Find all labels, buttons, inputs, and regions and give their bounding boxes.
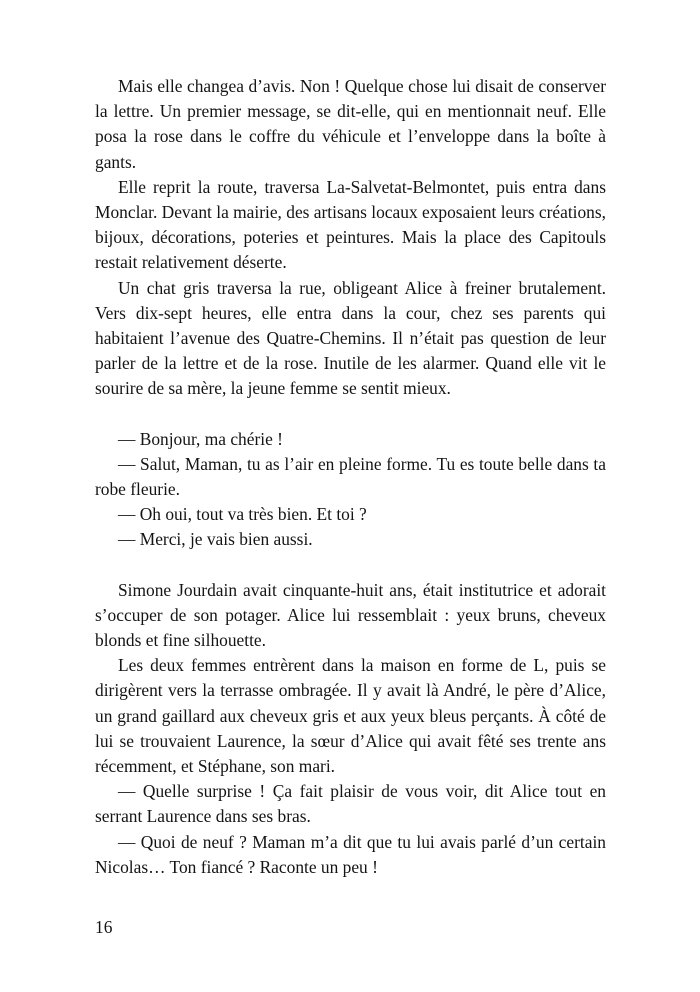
section-gap bbox=[95, 553, 606, 578]
paragraph: Elle reprit la route, traversa La-Salvetat-Belmontet, puis entra dans Monclar. Devant la mairie, des artisans locaux exposaient leurs créations, bijoux, décorations, poteries et peintures. Mais la place des Capitouls restait relativement déserte. bbox=[95, 176, 606, 273]
dialogue-line: — Quelle surprise ! Ça fait plaisir de vous voir, dit Alice tout en serrant Laurence dans ses bras. bbox=[95, 781, 606, 827]
narrative-block-1 bbox=[95, 74, 606, 402]
paragraph: Simone Jourdain avait cinquante-huit ans, était institutrice et adorait s’occuper de son potager. Alice lui ressemblait : yeux bruns, cheveux blonds et fine silhouette. bbox=[95, 579, 606, 651]
dialogue-block bbox=[95, 427, 606, 553]
dialogue-line: — Merci, je vais bien aussi. bbox=[118, 529, 313, 550]
dialogue-line: — Salut, Maman, tu as l’air en pleine forme. Tu es toute belle dans ta robe fleurie. bbox=[95, 453, 606, 500]
dialogue-line: — Bonjour, ma chérie ! bbox=[118, 428, 283, 449]
dialogue-line: — Oh oui, tout va très bien. Et toi ? bbox=[118, 504, 367, 525]
narrative-block-2 bbox=[95, 578, 606, 880]
page-number: 16 bbox=[95, 917, 113, 937]
section-gap bbox=[95, 402, 606, 427]
paragraph: Un chat gris traversa la rue, obligeant Alice à freiner brutalement. Vers dix-sept heures, elle entra dans la cour, chez ses parents qui habitaient l’avenue des Quatre-Chemins. Il n’était pas question de leur parler de la lettre et de la rose. Inutile de les alarmer. Quand elle vit le sourire de sa mère, la jeune femme se sentit mieux. bbox=[95, 277, 606, 399]
paragraph: Les deux femmes entrèrent dans la maison en forme de L, puis se dirigèrent vers la terrasse ombragée. Il y avait là André, le père d’Alice, un grand gaillard aux cheveux gris et aux yeux bleus perçants. À côté de lui se trouvaient Laurence, la sœur d’Alice qui avait fêté ses trente ans récemment, et Stéphane, son mari. bbox=[95, 655, 606, 777]
paragraph: Mais elle changea d’avis. Non ! Quelque chose lui disait de conserver la lettre. Un premier message, se dit-elle, qui en mentionnait neuf. Elle posa la rose dans le coffre du véhicule et l’enveloppe dans la boîte à gants. bbox=[95, 76, 606, 172]
page-body bbox=[95, 74, 606, 880]
dialogue-line: — Quoi de neuf ? Maman m’a dit que tu lui avais parlé d’un certain Nicolas… Ton fiancé ? Raconte un peu ! bbox=[95, 831, 606, 877]
